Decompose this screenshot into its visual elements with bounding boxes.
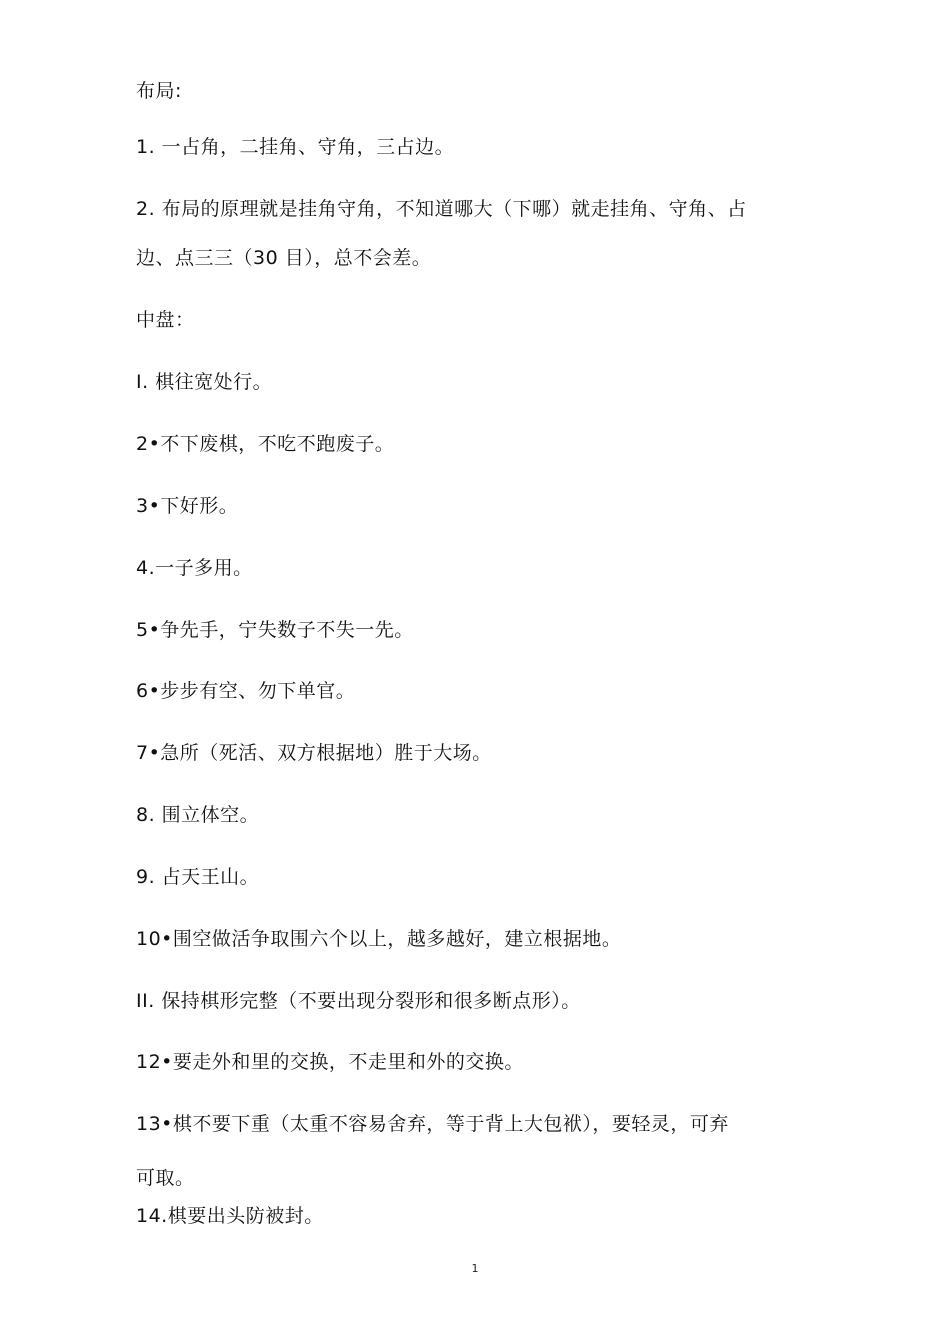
- text-line: 2. 布局的原理就是挂角守角，不知道哪大（下哪）就走挂角、守角、占: [136, 198, 747, 220]
- text-line: 14.棋要出头防被封。: [136, 1205, 324, 1227]
- text-line: II. 保持棋形完整（不要出现分裂形和很多断点形）。: [136, 990, 581, 1012]
- page-number: 1: [471, 1262, 479, 1275]
- text-line: 8. 围立体空。: [136, 804, 260, 826]
- text-line: 7•急所（死活、双方根据地）胜于大场。: [136, 742, 492, 764]
- text-line: 6•步步有空、勿下单官。: [136, 680, 356, 702]
- text-line: 12•要走外和里的交换，不走里和外的交换。: [136, 1051, 524, 1073]
- text-line: 10•围空做活争取围六个以上，越多越好，建立根据地。: [136, 928, 622, 950]
- text-line: 2•不下废棋，不吃不跑废子。: [136, 433, 395, 455]
- text-line: I. 棋往宽处行。: [136, 371, 273, 393]
- text-line: 边、点三三（30 目），总不会差。: [136, 247, 432, 269]
- text-line: 可取。: [136, 1167, 195, 1189]
- text-line: 1. 一占角，二挂角、守角，三占边。: [136, 136, 455, 158]
- text-line: 13•棋不要下重（太重不容易舍弃，等于背上大包袱），要轻灵，可弃: [136, 1113, 729, 1135]
- text-line: 4.一子多用。: [136, 557, 253, 579]
- text-line: 9. 占天王山。: [136, 866, 260, 888]
- text-line: 3•下好形。: [136, 495, 239, 517]
- text-line: 5•争先手，宁失数子不失一先。: [136, 619, 414, 641]
- section-heading-middle-game: 中盘：: [136, 309, 195, 331]
- section-heading-opening: 布局:: [136, 80, 182, 102]
